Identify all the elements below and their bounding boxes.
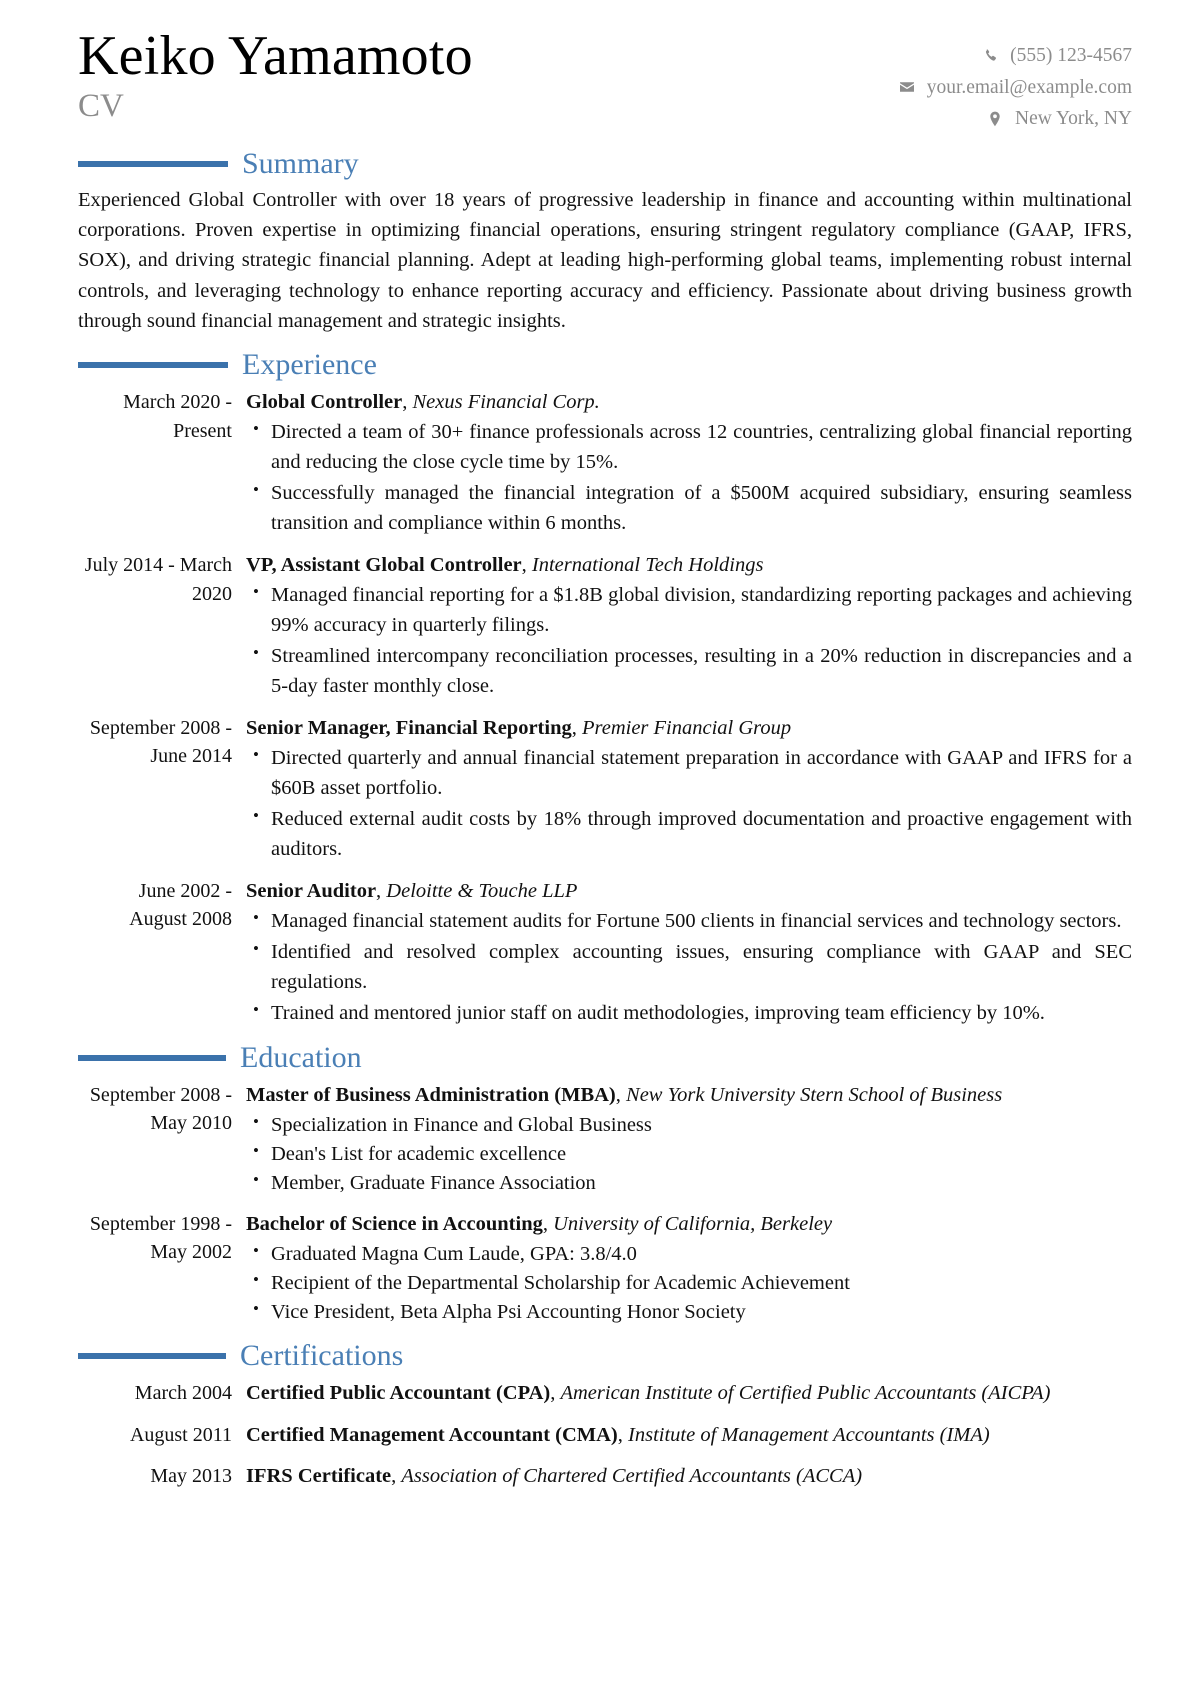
- list-item: • Directed quarterly and annual financial statement preparation in accordance with GAAP and IFRS for a $60B asset portfolio.: [246, 744, 1132, 804]
- entry-body: [246, 1421, 1132, 1450]
- section-rule: [78, 1353, 226, 1359]
- entry-sep: ,: [550, 1382, 561, 1405]
- entry-org: American Institute of Certified Public Accountants (AICPA): [560, 1382, 1051, 1405]
- section-title-certifications: Certifications: [240, 1339, 404, 1373]
- entry-dates: June 2002 - August 2008: [129, 879, 232, 931]
- list-item: • Reduced external audit costs by 18% through improved documentation and proactive engagement with auditors.: [246, 805, 1132, 865]
- list-item: • Managed financial statement audits for Fortune 500 clients in financial services and technology sectors.: [246, 907, 1132, 937]
- entry-body: [246, 551, 1132, 702]
- entry-role: Global Controller: [246, 391, 403, 414]
- entry-headline: [246, 1210, 1132, 1239]
- entry-dates: May 2013: [150, 1464, 232, 1487]
- entry-org: New York University Stern School of Business: [626, 1083, 1003, 1106]
- entry-dates: March 2004: [134, 1382, 232, 1405]
- entry-body: [246, 1379, 1132, 1408]
- list-item: • Specialization in Finance and Global Business: [246, 1111, 1132, 1140]
- entry-body: [246, 1210, 1132, 1327]
- entry-org: Nexus Financial Corp.: [412, 391, 600, 414]
- entry-body: [246, 877, 1132, 1029]
- experience-entry: [78, 877, 1132, 1029]
- entry-org: International Tech Holdings: [531, 554, 764, 577]
- entry-headline: [246, 714, 1132, 743]
- section-header-summary: [0, 146, 1190, 180]
- list-item: • Directed a team of 30+ finance professionals across 12 countries, centralizing global financial reporting and reducing the close cycle time by 15%.: [246, 418, 1132, 478]
- entry-headline: [246, 1462, 1132, 1491]
- experience-entry: [78, 551, 1132, 702]
- entry-dates: March 2020 - Present: [123, 391, 232, 442]
- entry-points: [246, 744, 1132, 865]
- list-item: • Successfully managed the financial integration of a $500M acquired subsidiary, ensuring seamless transition and compliance within 6 months.: [246, 479, 1132, 539]
- cv-header: [0, 0, 1190, 135]
- entry-points: [246, 1111, 1132, 1198]
- entry-dates: September 2008 - May 2010: [89, 1083, 232, 1134]
- certification-entry: [78, 1421, 1132, 1450]
- entry-headline: [246, 1379, 1132, 1408]
- entry-org: University of California, Berkeley: [553, 1213, 833, 1235]
- entry-sep: ,: [617, 1423, 629, 1446]
- entry-sep: ,: [376, 879, 387, 902]
- education-entries: [0, 1081, 1190, 1328]
- education-entry: [78, 1210, 1132, 1327]
- entry-role: Master of Business Administration (MBA): [246, 1083, 616, 1106]
- entry-role: Bachelor of Science in Accounting: [246, 1213, 543, 1235]
- entry-dates: September 2008 - June 2014: [89, 716, 232, 768]
- contact-email[interactable]: [899, 72, 1132, 104]
- entry-headline: [246, 1421, 1132, 1450]
- experience-entry: [78, 388, 1132, 539]
- summary-text: Experienced Global Controller with over 18 years of progressive leadership in finance and accounting within multinational corporations. Proven expertise in optimizing financial operations, ensuring stringent regulatory compliance (GAAP, IFRS, SOX), and driving strategic financial planning. Adept at leading high-performing global teams, implementing robust internal controls, and leveraging technology to enhance reporting accuracy and efficiency. Passionate about driving business growth through sound financial management and strategic insights.: [78, 188, 1132, 333]
- list-item: • Graduated Magna Cum Laude, GPA: 3.8/4.0: [246, 1240, 1132, 1269]
- entry-headline: [246, 877, 1132, 906]
- entry-role: IFRS Certificate: [246, 1464, 392, 1487]
- page-title: Keiko Yamamoto: [78, 25, 473, 87]
- list-item: • Vice President, Beta Alpha Psi Accounting Honor Society: [246, 1298, 1132, 1327]
- entry-dates: August 2011: [129, 1423, 232, 1446]
- entry-org: Premier Financial Group: [581, 716, 792, 739]
- contact-location-value: New York, NY: [1014, 108, 1132, 130]
- entry-org: Deloitte & Touche LLP: [386, 879, 578, 902]
- certification-entries: [0, 1379, 1190, 1490]
- certification-entry: [78, 1379, 1132, 1408]
- certification-entry: [78, 1462, 1132, 1491]
- entry-body: [246, 714, 1132, 865]
- entry-points: [246, 581, 1132, 702]
- entry-sep: ,: [542, 1213, 554, 1235]
- contact-email-value: your.email@example.com: [926, 76, 1132, 98]
- list-item: • Member, Graduate Finance Association: [246, 1169, 1132, 1198]
- entry-role: VP, Assistant Global Controller: [246, 554, 522, 577]
- education-entry: [78, 1081, 1132, 1198]
- envelope-icon: [899, 79, 916, 96]
- section-rule: [78, 1055, 226, 1061]
- entry-role: Senior Auditor: [246, 879, 377, 902]
- entry-points: [246, 418, 1132, 539]
- entry-org: Institute of Management Accountants (IMA): [628, 1423, 990, 1446]
- list-item: • Streamlined intercompany reconciliation processes, resulting in a 20% reduction in discrepancies and a 5-day faster monthly close.: [246, 642, 1132, 702]
- section-header-experience: [0, 350, 1190, 380]
- contact-phone[interactable]: [899, 40, 1132, 72]
- location-pin-icon: [987, 110, 1004, 127]
- entry-org: Association of Chartered Certified Accountants (ACCA): [401, 1464, 863, 1487]
- section-rule: [78, 362, 228, 368]
- list-item: • Identified and resolved complex accounting issues, ensuring compliance with GAAP and SEC regulations.: [246, 938, 1132, 998]
- contact-block: [899, 26, 1132, 135]
- section-title-education: Education: [240, 1040, 362, 1074]
- section-header-education: [0, 1040, 1190, 1074]
- contact-location[interactable]: [899, 103, 1132, 135]
- entry-sep: ,: [521, 554, 532, 577]
- experience-entries: [0, 388, 1190, 1028]
- list-item: • Trained and mentored junior staff on audit methodologies, improving team efficiency by 10%.: [246, 999, 1132, 1029]
- entry-points: [246, 907, 1132, 1029]
- entry-body: [246, 1081, 1132, 1198]
- phone-icon: [982, 47, 999, 64]
- entry-body: [246, 388, 1132, 539]
- entry-sep: ,: [391, 1464, 402, 1487]
- entry-role: Senior Manager, Financial Reporting: [246, 716, 572, 739]
- entry-headline: [246, 388, 1132, 417]
- list-item: • Recipient of the Departmental Scholarship for Academic Achievement: [246, 1269, 1132, 1298]
- entry-dates: July 2014 - March 2020: [84, 554, 232, 605]
- document-subtitle: CV: [78, 88, 124, 125]
- name-block: [78, 26, 473, 125]
- list-item: • Dean's List for academic excellence: [246, 1140, 1132, 1169]
- entry-role: Certified Management Accountant (CMA): [246, 1423, 618, 1446]
- experience-entry: [78, 714, 1132, 865]
- section-title-experience: Experience: [242, 348, 377, 382]
- entry-sep: ,: [402, 391, 413, 414]
- entry-sep: ,: [571, 716, 582, 739]
- contact-phone-value: (555) 123-4567: [1010, 45, 1132, 66]
- entry-headline: [246, 551, 1132, 580]
- entry-body: [246, 1462, 1132, 1491]
- entry-headline: [246, 1081, 1132, 1110]
- entry-dates: September 1998 - May 2002: [89, 1213, 232, 1264]
- entry-role: Certified Public Accountant (CPA): [246, 1382, 551, 1405]
- entry-sep: ,: [615, 1083, 627, 1106]
- section-header-certifications: [0, 1341, 1190, 1371]
- section-rule: [78, 161, 228, 167]
- list-item: • Managed financial reporting for a $1.8B global division, standardizing reporting packages and achieving 99% accuracy in quarterly filings.: [246, 581, 1132, 641]
- section-title-summary: Summary: [242, 146, 359, 180]
- entry-points: [246, 1240, 1132, 1327]
